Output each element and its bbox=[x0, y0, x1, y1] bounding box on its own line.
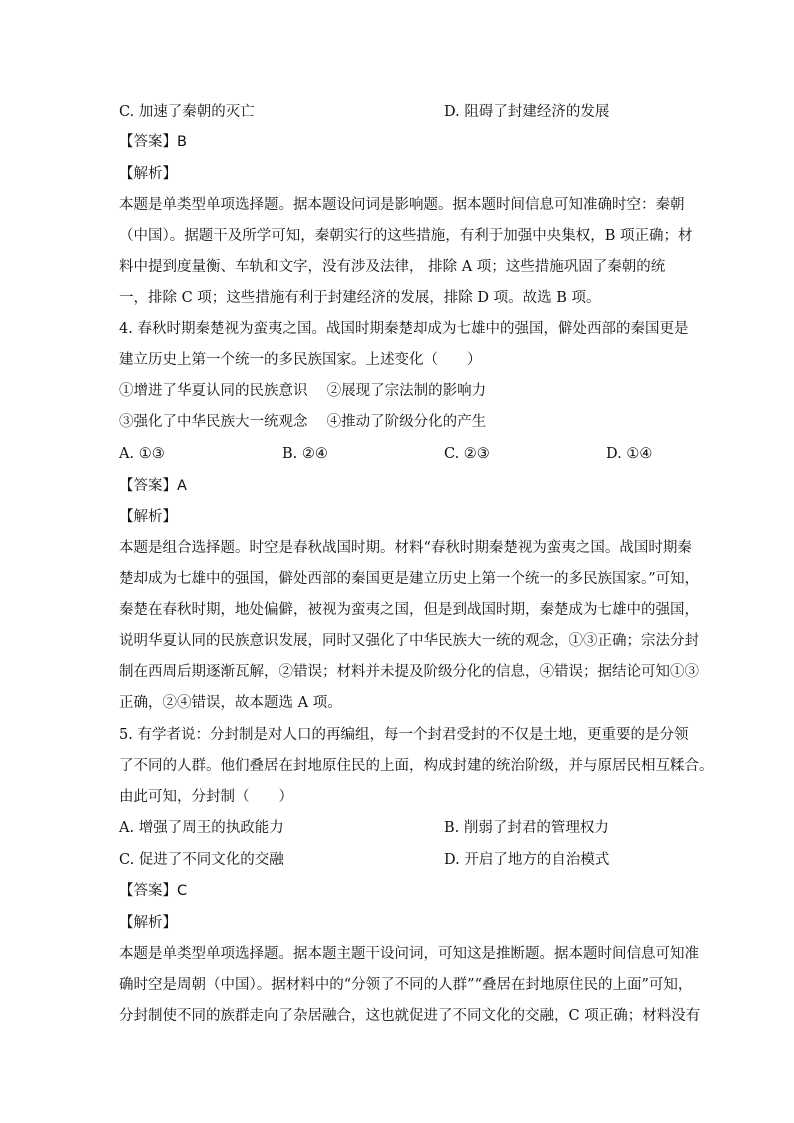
q5-stem-line: 5. 有学者说：分封制是对人口的再编组，每一个封君受封的不仅是土地，更重要的是分领 bbox=[119, 727, 689, 743]
q4-option-a: A. ①③ bbox=[119, 446, 165, 462]
q5-option-b: B. 削弱了封君的管理权力 bbox=[444, 820, 609, 836]
q3-analysis-line: （中国）。据题干及所学可知，秦朝实行的这些措施，有利于加强中央集权，B 项正确；材 bbox=[119, 228, 693, 244]
q4-stem-line: 建立历史上第一个统一的多民族国家。上述变化（ ） bbox=[119, 352, 482, 368]
q5-option-a: A. 增强了周王的执政能力 bbox=[119, 820, 284, 836]
q3-analysis-line: 料中提到度量衡、车轨和文字，没有涉及法律， 排除 A 项；这些措施巩固了秦朝的统 bbox=[119, 259, 666, 275]
q3-option-d: D. 阻碍了封建经济的发展 bbox=[444, 104, 610, 120]
q5-option-d: D. 开启了地方的自治模式 bbox=[444, 852, 610, 868]
q4-analysis-line: 秦楚在春秋时期，地处偏僻，被视为蛮夷之国，但是到战国时期，秦楚成为七雄中的强国， bbox=[119, 602, 699, 618]
q4-analysis-line: 正确，②④错误，故本题选 A 项。 bbox=[119, 695, 342, 711]
q4-option-b: B. ②④ bbox=[282, 446, 328, 462]
q4-stem-line: 4. 春秋时期秦楚视为蛮夷之国。战国时期秦楚却成为七雄中的强国，僻处西部的秦国更是 bbox=[119, 321, 689, 337]
q4-answer: 【答案】A bbox=[119, 478, 187, 494]
q5-option-c: C. 促进了不同文化的交融 bbox=[119, 852, 284, 868]
q4-analysis-line: 本题是组合选择题。时空是春秋战国时期。材料“春秋时期秦楚视为蛮夷之国。战国时期秦 bbox=[119, 540, 692, 556]
q3-answer: 【答案】B bbox=[119, 134, 187, 150]
q5-answer: 【答案】C bbox=[119, 883, 188, 899]
q5-stem-line: 由此可知，分封制（ ） bbox=[119, 789, 293, 805]
q4-statement: ③强化了中华民族大一统观念 ④推动了阶级分化的产生 bbox=[119, 414, 487, 430]
q3-analysis-line: 一，排除 C 项；这些措施有利于封建经济的发展，排除 D 项。故选 B 项。 bbox=[119, 290, 601, 306]
q4-option-d: D. ①④ bbox=[606, 446, 653, 462]
q4-option-c: C. ②③ bbox=[444, 446, 490, 462]
q4-analysis-line: 说明华夏认同的民族意识发展，同时又强化了中华民族大一统的观念，①③正确；宗法分封 bbox=[119, 633, 699, 649]
q4-analysis-label: 【解析】 bbox=[119, 509, 177, 525]
q4-statement: ①增进了华夏认同的民族意识 ②展现了宗法制的影响力 bbox=[119, 383, 487, 399]
q3-analysis-label: 【解析】 bbox=[119, 166, 177, 182]
q3-analysis-line: 本题是单类型单项选择题。据本题设问词是影响题。据本题时间信息可知准确时空：秦朝 bbox=[119, 197, 685, 213]
q4-analysis-line: 楚却成为七雄中的强国，僻处西部的秦国更是建立历史上第一个统一的多民族国家。”可知， bbox=[119, 571, 700, 587]
q5-analysis-line: 本题是单类型单项选择题。据本题主题干设问词，可知这是推断题。据本题时间信息可知准 bbox=[119, 946, 699, 962]
q5-analysis-label: 【解析】 bbox=[119, 915, 177, 931]
q4-analysis-line: 制在西周后期逐渐瓦解，②错误；材料并未提及阶级分化的信息，④错误；据结论可知①③ bbox=[119, 664, 699, 680]
q5-stem-line: 了不同的人群。他们叠居在封地原住民的上面，构成封建的统治阶级，并与原居民相互糅合。 bbox=[119, 758, 714, 774]
q3-option-c: C. 加速了秦朝的灭亡 bbox=[119, 104, 255, 120]
q5-analysis-line: 分封制使不同的族群走向了杂居融合，这也就促进了不同文化的交融，C 项正确；材料没有 bbox=[119, 1008, 701, 1024]
q5-analysis-line: 确时空是周朝（中国）。据材料中的“分领了不同的人群”“叠居在封地原住民的上面”可知， bbox=[119, 977, 693, 993]
